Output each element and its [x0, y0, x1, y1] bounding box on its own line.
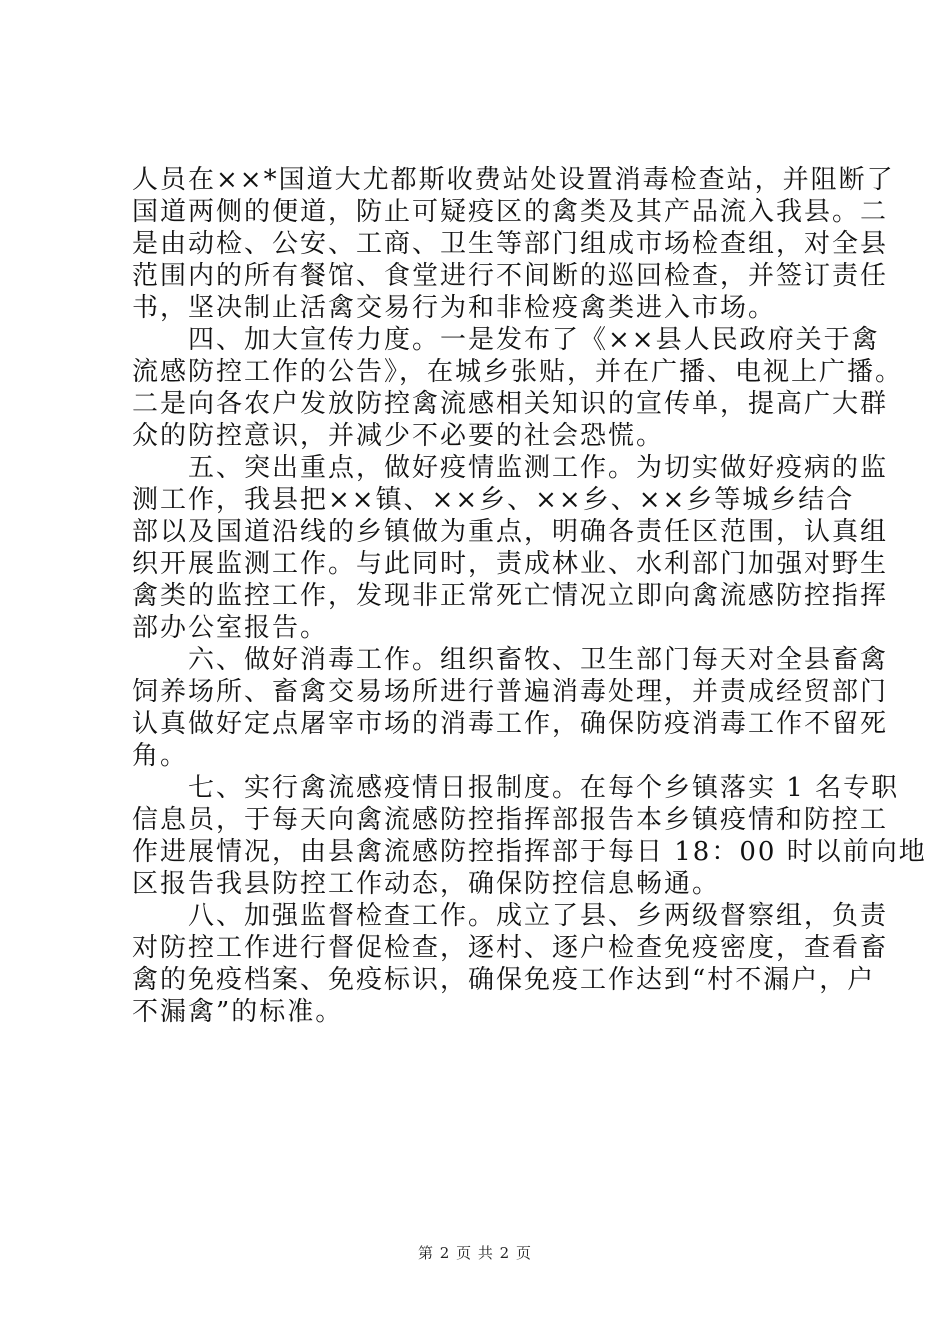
text-line: 饲养场所、畜禽交易场所进行普遍消毒处理，并责成经贸部门 — [132, 677, 889, 707]
paragraph-monitoring — [132, 452, 889, 644]
text-line: 二是向各农户发放防控禽流感相关知识的宣传单，提高广大群 — [132, 389, 889, 419]
text-line: 对防控工作进行督促检查，逐村、逐户检查免疫密度，查看畜 — [132, 933, 889, 963]
text-line: 禽类的监控工作，发现非正常死亡情况立即向禽流感防控指挥 — [132, 581, 889, 611]
text-line: 众的防控意识，并减少不必要的社会恐慌。 — [132, 421, 665, 451]
text-line: 是由动检、公安、工商、卫生等部门组成市场检查组，对全县 — [132, 229, 889, 259]
text-line: 不漏禽”的标准。 — [132, 997, 344, 1027]
text-line: 八、加强监督检查工作。成立了县、乡两级督察组，负责 — [188, 901, 889, 931]
paragraph-supervision — [132, 900, 889, 1028]
paragraph-publicity — [132, 324, 904, 452]
text-line: 部以及国道沿线的乡镇做为重点，明确各责任区范围，认真组 — [132, 517, 889, 547]
text-line: 作进展情况，由县禽流感防控指挥部于每日 18：00 时以前向地 — [132, 837, 927, 867]
text-line: 禽的免疫档案、免疫标识，确保免疫工作达到“村不漏户，户 — [132, 965, 876, 995]
text-line: 人员在××*国道大尤都斯收费站处设置消毒检查站，并阻断了 — [132, 165, 895, 195]
text-line: 角。 — [132, 741, 189, 771]
text-line: 测工作，我县把××镇、××乡、××乡、××乡等城乡结合 — [132, 485, 855, 515]
page-number-footer: 第 2 页 共 2 页 — [418, 1244, 532, 1262]
text-line: 部办公室报告。 — [132, 613, 329, 643]
document-body — [132, 164, 927, 1028]
text-line: 区报告我县防控工作动态，确保防控信息畅通。 — [132, 869, 721, 899]
paragraph-continuation — [132, 164, 895, 324]
text-line: 国道两侧的便道，防止可疑疫区的禽类及其产品流入我县。二 — [132, 197, 889, 227]
paragraph-daily-report — [132, 772, 927, 900]
text-line: 七、实行禽流感疫情日报制度。在每个乡镇落实 1 名专职 — [188, 773, 900, 803]
paragraph-disinfection — [132, 644, 889, 772]
text-line: 流感防控工作的公告》，在城乡张贴，并在广播、电视上广播。 — [132, 357, 904, 387]
text-line: 认真做好定点屠宰市场的消毒工作，确保防疫消毒工作不留死 — [132, 709, 889, 739]
text-line: 五、突出重点，做好疫情监测工作。为切实做好疫病的监 — [188, 453, 889, 483]
text-line: 书，坚决制止活禽交易行为和非检疫禽类进入市场。 — [132, 293, 777, 323]
text-line: 四、加大宣传力度。一是发布了《××县人民政府关于禽 — [188, 325, 880, 355]
text-line: 织开展监测工作。与此同时，责成林业、水利部门加强对野生 — [132, 549, 889, 579]
text-line: 范围内的所有餐馆、食堂进行不间断的巡回检查，并签订责任 — [132, 261, 889, 291]
text-line: 信息员，于每天向禽流感防控指挥部报告本乡镇疫情和防控工 — [132, 805, 889, 835]
text-line: 六、做好消毒工作。组织畜牧、卫生部门每天对全县畜禽 — [188, 645, 889, 675]
